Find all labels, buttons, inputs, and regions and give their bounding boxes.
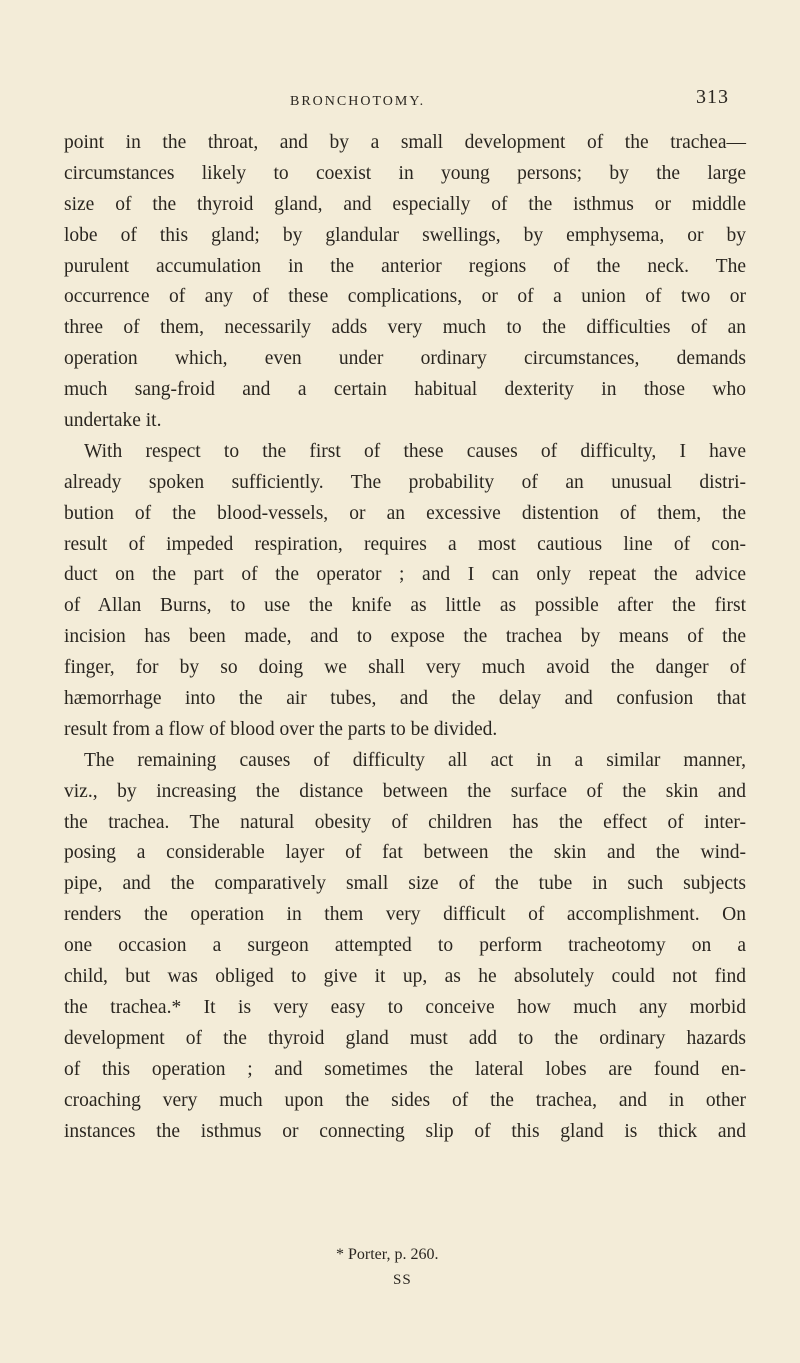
text-line: the trachea. The natural obesity of children has the effect of inter- bbox=[64, 811, 746, 833]
signature-mark: SS bbox=[393, 1272, 412, 1288]
text-line: purulent accumulation in the anterior regions of the neck. The bbox=[64, 255, 746, 277]
text-line: lobe of this gland; by glandular swellings, by emphysema, or by bbox=[64, 224, 746, 246]
text-line: much sang-froid and a certain habitual dexterity in those who bbox=[64, 379, 746, 401]
text-line: size of the thyroid gland, and especially of the isthmus or middle bbox=[64, 193, 746, 215]
text-line: incision has been made, and to expose the trachea by means of the bbox=[64, 626, 746, 648]
text-line: already spoken sufficiently. The probability of an unusual distri- bbox=[64, 471, 746, 493]
text-line: child, but was obliged to give it up, as he absolutely could not find bbox=[64, 966, 746, 988]
text-line: hæmorrhage into the air tubes, and the delay and confusion that bbox=[64, 688, 746, 710]
text-line: finger, for by so doing we shall very much avoid the danger of bbox=[64, 657, 746, 679]
text-line: point in the throat, and by a small development of the trachea— bbox=[64, 132, 746, 153]
text-line: instances the isthmus or connecting slip of this gland is thick and bbox=[64, 1120, 746, 1142]
text-line: bution of the blood-vessels, or an excessive distention of them, the bbox=[64, 502, 746, 524]
text-line: three of them, necessarily adds very much to the difficulties of an bbox=[64, 317, 746, 339]
text-line: pipe, and the comparatively small size of the tube in such subjects bbox=[64, 873, 746, 895]
text-line: viz., by increasing the distance between the surface of the skin and bbox=[64, 780, 746, 802]
text-line: one occasion a surgeon attempted to perform tracheotomy on a bbox=[64, 935, 746, 957]
text-line: circumstances likely to coexist in young persons; by the large bbox=[64, 162, 746, 184]
page-number: 313 bbox=[696, 86, 729, 108]
text-line: duct on the part of the operator ; and I can only repeat the advice bbox=[64, 564, 746, 586]
text-line: undertake it. bbox=[64, 410, 162, 432]
body-text bbox=[64, 128, 746, 1147]
text-line: development of the thyroid gland must add to the ordinary hazards bbox=[64, 1027, 746, 1049]
text-line: croaching very much upon the sides of the trachea, and in other bbox=[64, 1089, 746, 1111]
text-line: the trachea.* It is very easy to conceive how much any morbid bbox=[64, 996, 746, 1018]
text-line: result from a flow of blood over the parts to be divided. bbox=[64, 718, 498, 740]
text-line: of Allan Burns, to use the knife as little as possible after the first bbox=[64, 595, 746, 617]
text-line: With respect to the first of these causes of difficulty, I have bbox=[84, 440, 746, 462]
text-line: result of impeded respiration, requires a most cautious line of con- bbox=[64, 533, 746, 555]
footnote: * Porter, p. 260. bbox=[336, 1246, 439, 1263]
text-line: renders the operation in them very difficult of accomplishment. On bbox=[64, 904, 746, 926]
text-line: occurrence of any of these complications, or of a union of two or bbox=[64, 286, 746, 308]
text-line: posing a considerable layer of fat between the skin and the wind- bbox=[64, 842, 746, 864]
text-line: of this operation ; and sometimes the lateral lobes are found en- bbox=[64, 1058, 746, 1080]
text-line: The remaining causes of difficulty all act in a similar manner, bbox=[84, 749, 746, 771]
running-title: BRONCHOTOMY. bbox=[290, 94, 426, 109]
text-line: operation which, even under ordinary circumstances, demands bbox=[64, 348, 746, 370]
